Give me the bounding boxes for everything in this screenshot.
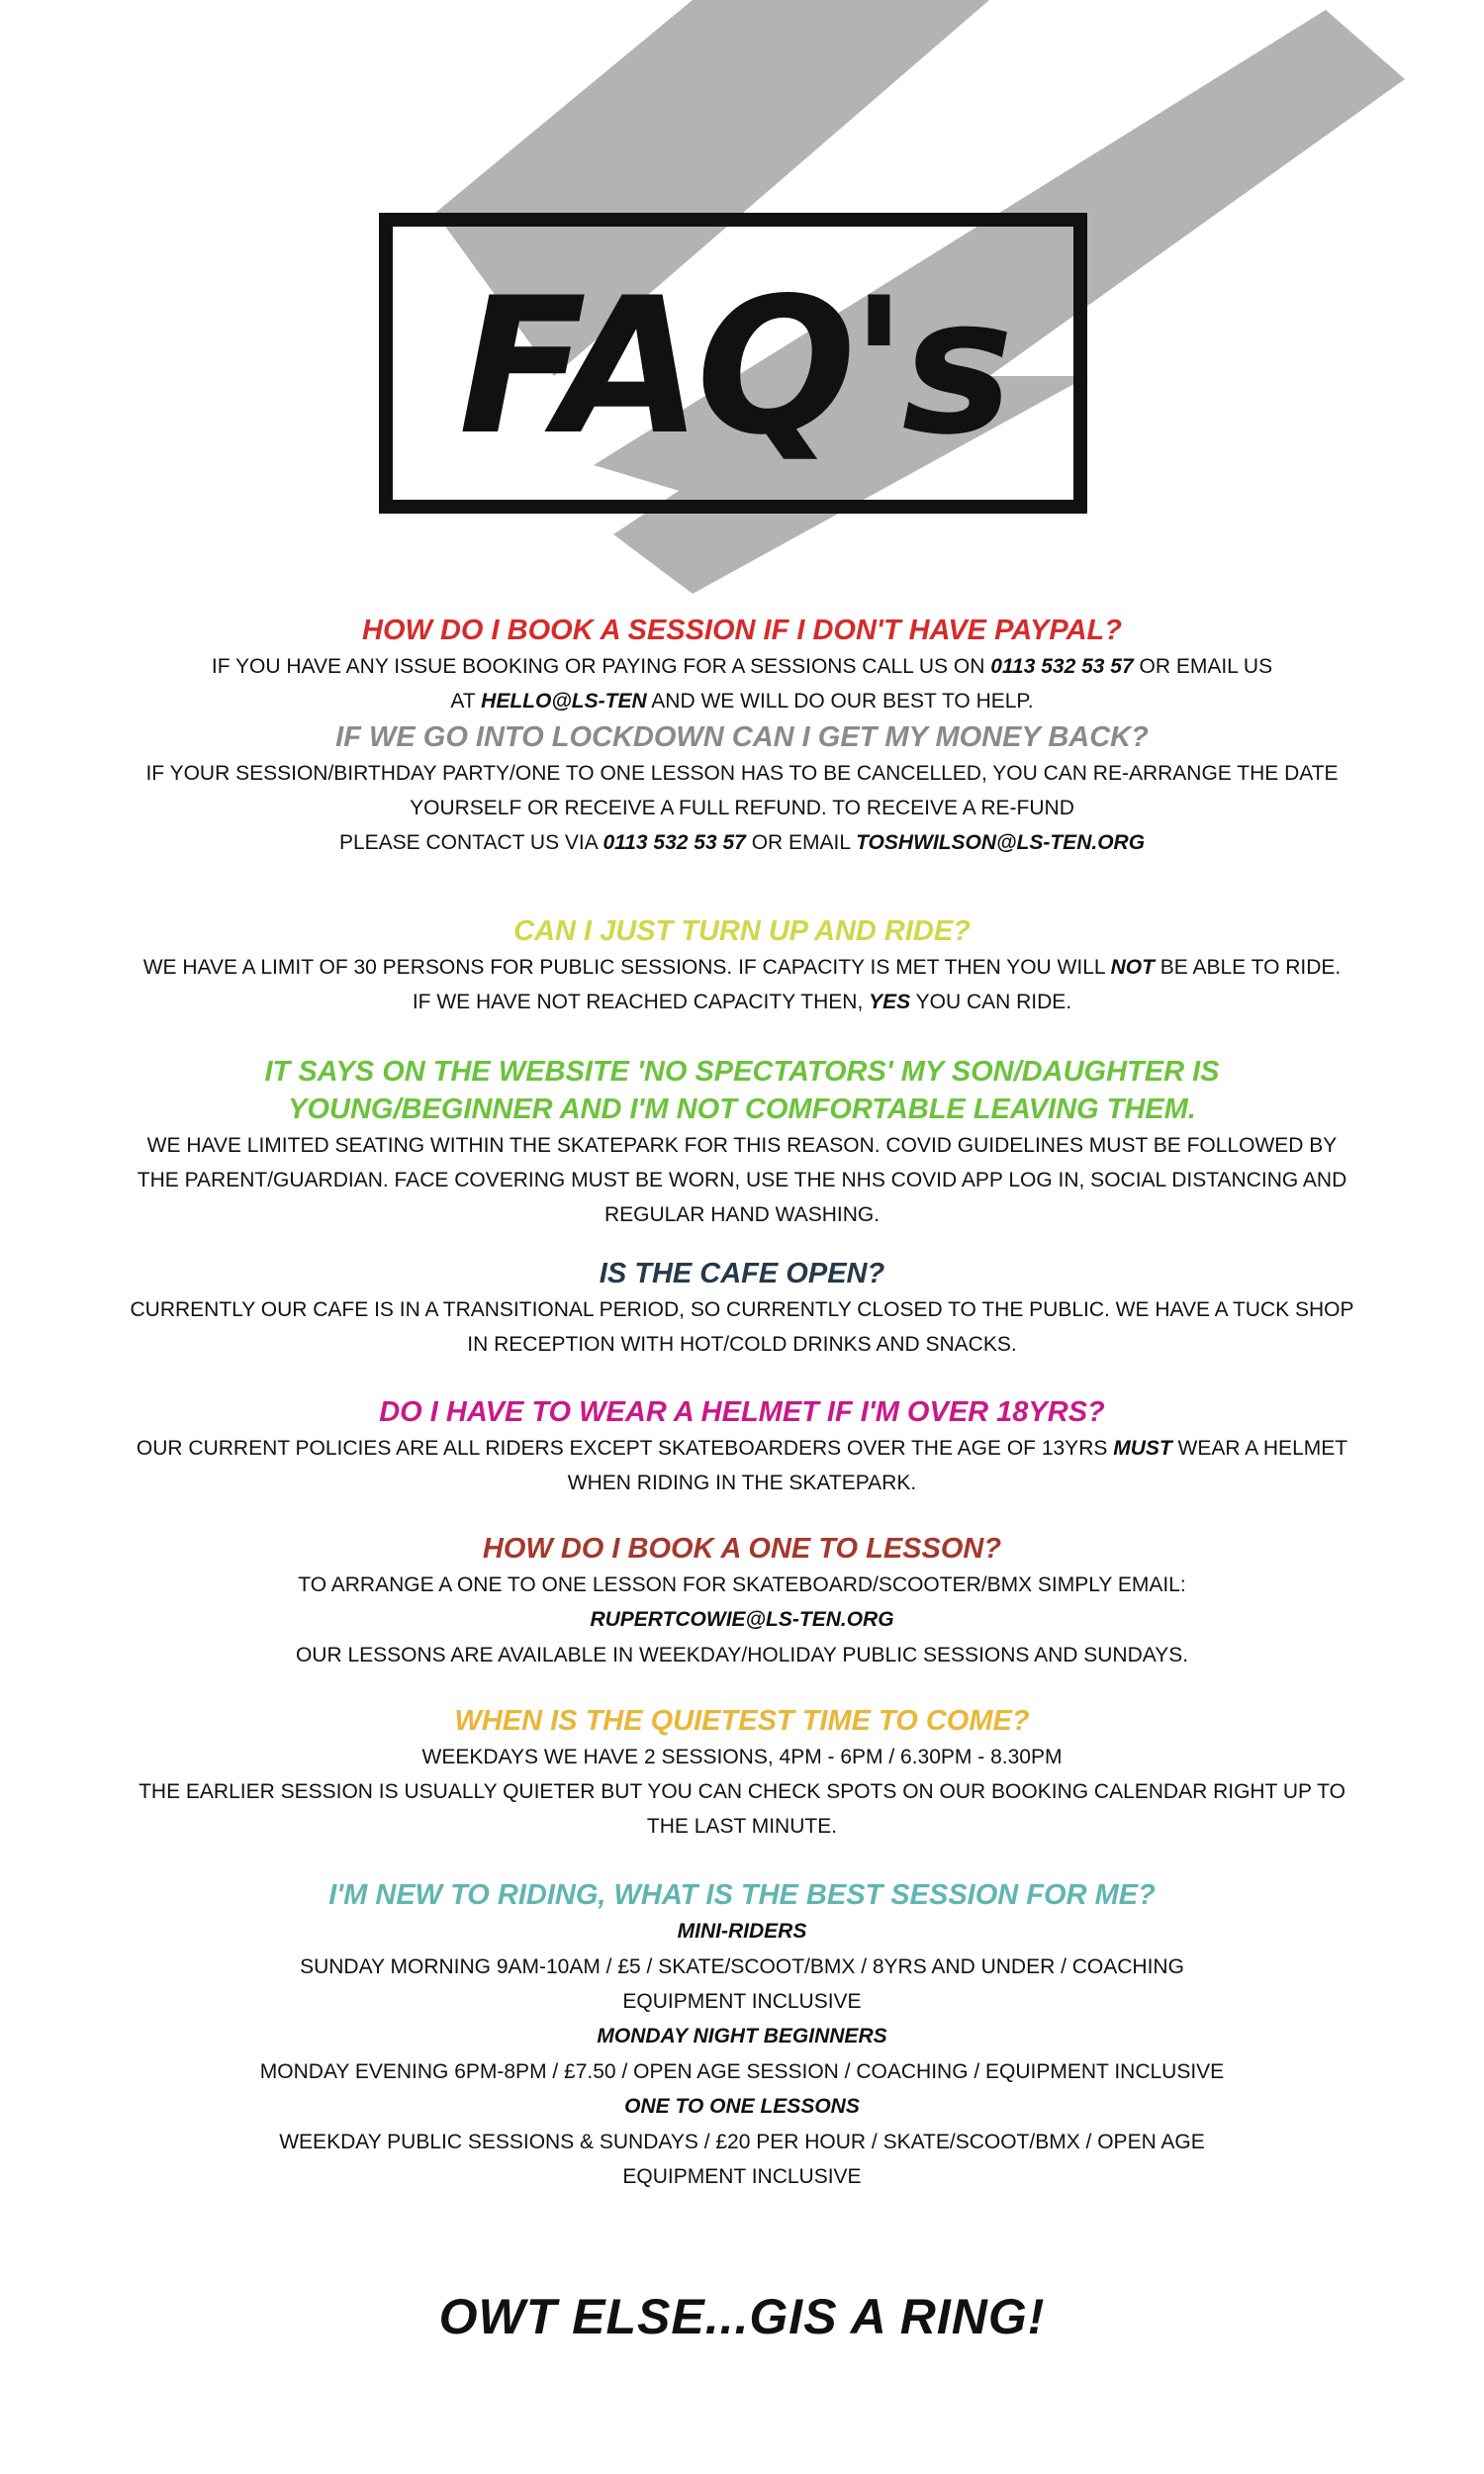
session-name [59,1914,1425,1950]
answer-text: TO ARRANGE A ONE TO ONE LESSON FOR SKATEBOARD/SCOOTER/BMX SIMPLY EMAIL: [298,1573,1186,1596]
faq-question: DO I HAVE TO WEAR A HELMET IF I'M OVER 18YRS? [379,1396,1105,1428]
answer-text: WE HAVE LIMITED SEATING WITHIN THE SKATEPARK FOR THIS REASON. COVID GUIDELINES MUST BE FOLLOWED BY [146,1134,1338,1157]
faq-answer-line [59,1638,1425,1672]
answer-text: YOURSELF OR RECEIVE A FULL REFUND. TO RECEIVE A RE-FUND [410,797,1074,819]
emphasis-text: NOT [1110,956,1155,979]
faq-answer-line [59,684,1425,718]
faq-item [59,1876,1425,2194]
answer-text: EQUIPMENT INCLUSIVE [622,2165,862,2188]
faq-answer-line [59,1950,1425,1984]
faq-answer-line [59,985,1425,1019]
answer-text: IN RECEPTION WITH HOT/COLD DRINKS AND SNACKS. [467,1333,1017,1356]
faq-question: I'M NEW TO RIDING, WHAT IS THE BEST SESSION FOR ME? [328,1879,1156,1911]
faq-item [59,1530,1425,1672]
faq-item [59,912,1425,1019]
answer-text: WEEKDAYS WE HAVE 2 SESSIONS, 4PM - 6PM / 6.30PM - 8.30PM [421,1746,1063,1768]
faq-item [59,1053,1425,1232]
faq-answer-line [59,950,1425,985]
answer-text: OR EMAIL US [1133,655,1273,678]
faq-item [59,1255,1425,1362]
faq-question: WHEN IS THE QUIETEST TIME TO COME? [454,1705,1030,1737]
faq-answer-line [59,1292,1425,1327]
session-name [59,1602,1425,1638]
answer-text: BE ABLE TO RIDE. [1154,956,1342,979]
emphasis-text: 0113 532 53 57 [603,831,746,854]
answer-text: THE PARENT/GUARDIAN. FACE COVERING MUST BE WORN, USE THE NHS COVID APP LOG IN, SOCIAL DISTANCING AND [137,1169,1347,1191]
faq-item [59,718,1425,860]
answer-text: WEEKDAY PUBLIC SESSIONS & SUNDAYS / £20 PER HOUR / SKATE/SCOOT/BMX / OPEN AGE [279,2131,1205,2153]
answer-text: OUR LESSONS ARE AVAILABLE IN WEEKDAY/HOLIDAY PUBLIC SESSIONS AND SUNDAYS. [295,1644,1189,1666]
faq-answer-line [59,649,1425,684]
answer-text: YOU CAN RIDE. [910,991,1072,1013]
answer-text: CURRENTLY OUR CAFE IS IN A TRANSITIONAL PERIOD, SO CURRENTLY CLOSED TO THE PUBLIC. WE HAVE A TUCK SHOP [130,1298,1354,1321]
session-name [59,2019,1425,2054]
answer-text: WHEN RIDING IN THE SKATEPARK. [567,1472,917,1494]
faq-answer-line [59,1128,1425,1163]
faq-answer-line [59,1163,1425,1197]
emphasis-text: MINI-RIDERS [677,1920,807,1943]
emphasis-text: RUPERTCOWIE@LS-TEN.ORG [590,1608,894,1631]
page-title: FAQ's [458,257,1008,476]
answer-text: PLEASE CONTACT US VIA [338,831,603,854]
faq-answer-line [59,2159,1425,2194]
answer-text: WEAR A HELMET [1171,1437,1348,1460]
answer-text: EQUIPMENT INCLUSIVE [622,1990,862,2013]
emphasis-text: ONE TO ONE LESSONS [624,2095,860,2118]
faq-question: IS THE CAFE OPEN? [599,1258,885,1289]
answer-text: OUR CURRENT POLICIES ARE ALL RIDERS EXCEPT SKATEBOARDERS OVER THE AGE OF 13YRS [136,1437,1114,1460]
faq-question: HOW DO I BOOK A SESSION IF I DON'T HAVE PAYPAL? [362,615,1122,646]
closing-line: OWT ELSE...GIS A RING! [438,2289,1046,2344]
emphasis-text: YES [869,991,911,1013]
faq-answer-line [59,1327,1425,1362]
faq-answer-line [59,1431,1425,1466]
emphasis-text: HELLO@LS-TEN [481,690,647,713]
faq-title-box [379,213,1087,514]
answer-text: IF WE HAVE NOT REACHED CAPACITY THEN, [412,991,870,1013]
faq-question: IT SAYS ON THE WEBSITE 'NO SPECTATORS' MY SON/DAUGHTER IS YOUNG/BEGINNER AND I'M NOT COMFORTABLE LEAVING THEM. [264,1056,1220,1125]
faq-item [59,1393,1425,1500]
answer-text: IF YOUR SESSION/BIRTHDAY PARTY/ONE TO ONE LESSON HAS TO BE CANCELLED, YOU CAN RE-ARRANGE THE DATE [145,762,1339,785]
faq-answer-line [59,2125,1425,2159]
answer-text: MONDAY EVENING 6PM-8PM / £7.50 / OPEN AGE SESSION / COACHING / EQUIPMENT INCLUSIVE [259,2060,1225,2083]
faq-answer-line [59,1568,1425,1602]
faq-answer-line [59,2054,1425,2089]
faq-question: HOW DO I BOOK A ONE TO LESSON? [482,1533,1002,1565]
session-name [59,2089,1425,2125]
answer-text: OR EMAIL [745,831,857,854]
answer-text: THE EARLIER SESSION IS USUALLY QUIETER BUT YOU CAN CHECK SPOTS ON OUR BOOKING CALENDAR RIGHT UP TO [139,1780,1345,1803]
faq-answer-line [59,1197,1425,1232]
faq-answer-line [59,756,1425,791]
answer-text: THE LAST MINUTE. [646,1815,838,1838]
faq-answer-line [59,1740,1425,1774]
emphasis-text: MONDAY NIGHT BEGINNERS [597,2025,887,2047]
answer-text: REGULAR HAND WASHING. [603,1203,881,1226]
emphasis-text: MUST [1113,1437,1172,1460]
faq-item [59,1702,1425,1844]
faq-question: IF WE GO INTO LOCKDOWN CAN I GET MY MONEY BACK? [335,721,1149,753]
emphasis-text: 0113 532 53 57 [990,655,1134,678]
answer-text: SUNDAY MORNING 9AM-10AM / £5 / SKATE/SCOOT/BMX / 8YRS AND UNDER / COACHING [300,1955,1184,1978]
faq-question: CAN I JUST TURN UP AND RIDE? [513,915,971,947]
faq-item [59,612,1425,718]
faq-answer-line [59,1984,1425,2019]
emphasis-text: TOSHWILSON@LS-TEN.ORG [856,831,1146,854]
answer-text: IF YOU HAVE ANY ISSUE BOOKING OR PAYING FOR A SESSIONS CALL US ON [211,655,991,678]
faq-answer-line [59,1774,1425,1809]
faq-answer-line [59,825,1425,860]
answer-text: AT [450,690,482,713]
answer-text: WE HAVE A LIMIT OF 30 PERSONS FOR PUBLIC SESSIONS. IF CAPACITY IS MET THEN YOU WILL [142,956,1111,979]
faq-answer-line [59,791,1425,825]
faq-answer-line [59,1809,1425,1844]
faq-answer-line [59,1466,1425,1500]
answer-text: AND WE WILL DO OUR BEST TO HELP. [646,690,1034,713]
